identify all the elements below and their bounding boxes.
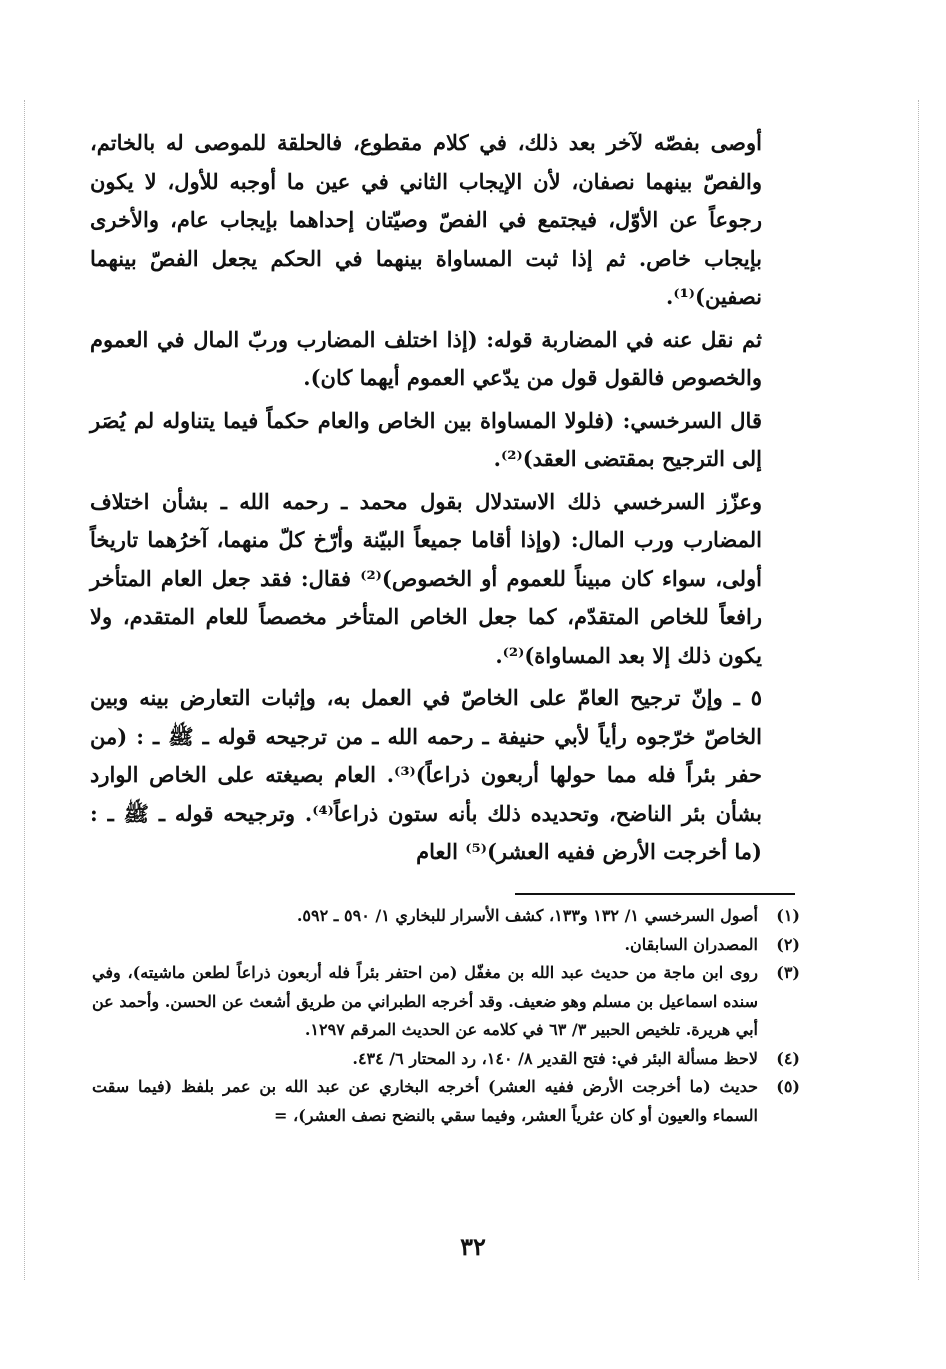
paragraph-1: أوصى بفصّه لآخر بعد ذلك، في كلام مقطوع، فالحلقة للموصى له بالخاتم، والفصّ بينهما نصفان، لأن الإيجاب الثاني في عين ما أوجبه للأول، لا يكون رجوعاً عن الأوّل، فيجتمع في الفصّ وصيّتان إحداهما بإيجاب عام، والأخرى بإيجاب خاص. ثم إذا ثبت المساواة بينهما في الحكم يجعل الفصّ بينهما نصفين)⁽¹⁾.: [90, 130, 762, 309]
footnote-4: [92, 1045, 800, 1074]
paragraph-2: ثم نقل عنه في المضاربة قوله: (إذا اختلف المضارب وربّ المال في العموم والخصوص فالقول قول من يدّعي العموم أيهما كان).: [90, 326, 762, 390]
footnote-text: أصول السرخسي ١/ ١٣٢ و١٣٣، كشف الأسرار للبخاري ١/ ٥٩٠ ـ ٥٩٢.: [296, 906, 758, 925]
footnote-number: (١): [776, 906, 800, 925]
footnote-number: (٣): [776, 963, 800, 982]
footnote-text: روى ابن ماجة من حديث عبد الله بن مغفّل (من احتفر بئراً فله أربعون ذراعاً لطعن ماشيته)، وفي سنده اسماعيل بن مسلم وهو ضعيف. وقد أخرجه الطبراني من طريق أشعث عن الحسن. وأحمد عن أبي هريرة. تلخيص الحبير ٣/ ٦٣ في كلامه عن الحديث المرقم ١٢٩٧.: [92, 963, 759, 1039]
paragraph-4: وعزّز السرخسي ذلك الاستدلال بقول محمد ـ رحمه الله ـ بشأن اختلاف المضارب ورب المال: (وإذا أقاما جميعاً البيّنة وأرّخ كلّ منهما، آخرُهما تاريخاً أولى، سواء كان مبيناً للعموم أو الخصوص)⁽²⁾ فقال: فقد جعل العام المتأخر رافعاً للخاص المتقدّم، كما جعل الخاص المتأخر مخصصاً للعام المتقدم، ولا يكون ذلك إلا بعد المساواة)⁽²⁾.: [90, 488, 762, 668]
scan-margin-dots-left: [24, 100, 27, 1280]
footnote-2: [92, 931, 800, 960]
footnote-1: [92, 902, 800, 931]
paragraph-5-numbered: ٥ ـ وإنّ ترجيح العامّ على الخاصّ في العمل به، وإثبات التعارض بينه وبين الخاصّ خرّجوه رأياً لأبي حنيفة ـ رحمه الله ـ من ترجيحه قوله ـ ﷺ ـ : (من حفر بئراً فله مما حولها أربعون ذراعاً)⁽³⁾. العام بصيغته على الخاص الوارد بشأن بئر الناضح، وتحديده ذلك بأنه ستون ذراعاً⁽⁴⁾. وترجيحه قوله ـ ﷺ ـ : (ما أخرجت الأرض ففيه العشر)⁽⁵⁾ العام: [90, 685, 763, 864]
footnote-3: [92, 959, 800, 1045]
footnote-number: (٥): [776, 1077, 800, 1096]
footnote-text: المصدران السابقان.: [624, 934, 758, 954]
main-text: [90, 124, 762, 872]
footnote-number: (٢): [776, 934, 800, 954]
footnotes: [92, 902, 800, 1130]
footnote-number: (٤): [776, 1048, 800, 1068]
paragraph-3: قال السرخسي: (فلولا المساواة بين الخاص والعام حكماً فيما يتناوله لم يُصَر إلى الترجيح بمقتضى العقد)⁽²⁾.: [90, 407, 762, 471]
footnote-divider: [515, 893, 795, 895]
footnote-text: حديث (ما أخرجت الأرض ففيه العشر) أخرجه البخاري عن عبد الله بن عمر بلفظ (فيما سقت السماء والعيون أو كان عثرياً العشر، وفيما سقي بالنضح نصف العشر)، =: [92, 1077, 758, 1125]
scan-margin-dots-right: [918, 100, 921, 1280]
footnote-text: لاحظ مسألة البئر في: فتح القدير ٨/ ١٤٠، رد المحتار ٦/ ٤٣٤.: [352, 1048, 758, 1068]
footnote-5: [92, 1073, 800, 1130]
page-number: ٣٢: [460, 1232, 486, 1261]
